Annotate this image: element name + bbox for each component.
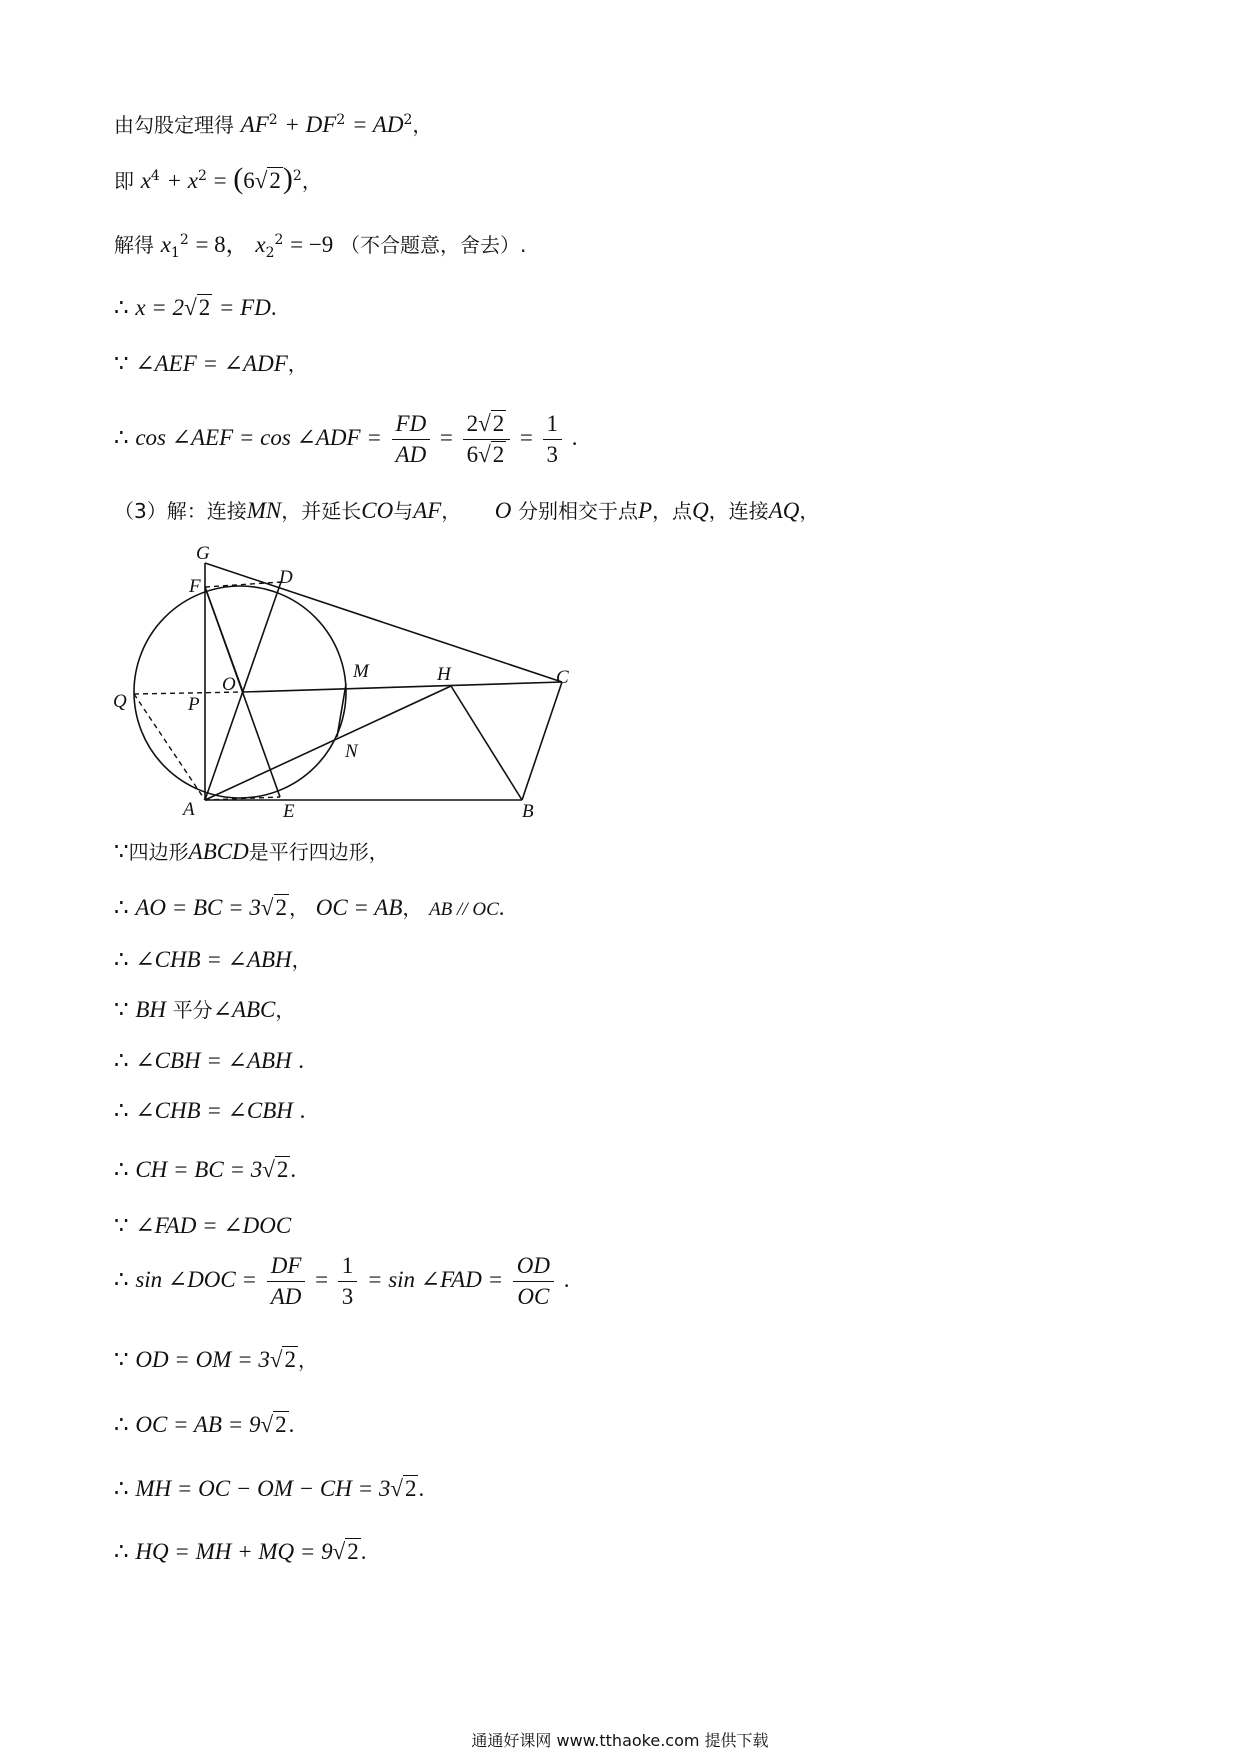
math: ∠CBH = ∠ABH [135, 1048, 292, 1073]
punct: . [288, 1412, 295, 1437]
denominator: AD [267, 1281, 306, 1312]
line-chb-abh [114, 946, 312, 974]
punct: . [360, 1539, 367, 1564]
line-od-om [114, 1346, 318, 1374]
math: 6 [243, 168, 255, 193]
punct: ， [289, 896, 310, 920]
denominator: 3 [338, 1281, 358, 1312]
line-cbh-abh [114, 1047, 304, 1075]
math: AQ [768, 498, 800, 523]
sup: 2 [403, 112, 413, 128]
text: 由勾股定理得 [114, 113, 234, 137]
math: = [315, 1267, 329, 1292]
punct: . [418, 1476, 425, 1501]
therefore-symbol: ∴ [114, 947, 129, 972]
math: ABCD [188, 839, 249, 864]
label-m: M [353, 661, 369, 682]
sqrt-sign: √ [254, 168, 268, 193]
denominator: OC [513, 1281, 554, 1312]
line-fad-doc [114, 1212, 291, 1240]
text: ， [799, 499, 820, 523]
math: + DF [284, 112, 337, 137]
punct: . [498, 895, 505, 920]
segment-gc [205, 563, 562, 682]
text: 解得 [114, 233, 154, 257]
radicand: 2 [198, 295, 211, 320]
line-parallelogram [114, 838, 389, 866]
math: = AD [351, 112, 404, 137]
math: sin ∠DOC = [135, 1267, 258, 1292]
line-equation [114, 162, 322, 195]
math: + x [166, 168, 198, 193]
numerator: 1 [546, 411, 559, 436]
label-o: O [222, 674, 236, 695]
because-symbol: ∵ [114, 1347, 129, 1372]
punct: ， [275, 998, 296, 1022]
text: 即 [114, 169, 134, 193]
sup: 2 [336, 112, 346, 128]
fraction [267, 1251, 306, 1312]
sub: 2 [265, 245, 275, 262]
radicand: 2 [492, 411, 505, 436]
math: CH = BC = 3 [135, 1157, 263, 1182]
line-sin [114, 1248, 569, 1312]
punct: . [270, 295, 277, 320]
numerator: 2√2 [466, 411, 505, 436]
numerator: 1 [341, 1253, 354, 1278]
math: x [160, 232, 171, 257]
punct: ， [297, 1348, 318, 1372]
therefore-symbol: ∴ [114, 1048, 129, 1073]
math: = −9 [290, 232, 334, 257]
punct: . [563, 1267, 570, 1292]
label-d: D [279, 567, 293, 588]
label-f: F [189, 576, 201, 597]
sqrt-sign: √ [262, 1157, 275, 1182]
text: ，点 [652, 499, 693, 523]
line-chb-cbh [114, 1097, 305, 1125]
punct: ， [412, 113, 433, 137]
therefore-symbol: ∴ [114, 1476, 129, 1501]
sqrt-sign: √ [390, 1476, 403, 1501]
line-bh-bisect [114, 996, 295, 1024]
fraction [513, 1251, 554, 1312]
den-coef: 6 [466, 442, 479, 467]
therefore-symbol: ∴ [114, 1412, 129, 1437]
math: x [140, 168, 151, 193]
therefore-symbol: ∴ [114, 1098, 129, 1123]
sqrt-sign: √ [332, 1539, 346, 1564]
num-coef: 2 [466, 411, 479, 436]
punct: ， [287, 352, 308, 376]
text: ， [441, 499, 462, 523]
math: ∠ABC [212, 997, 276, 1022]
because-symbol: ∵ [114, 1213, 129, 1238]
text: ，并延长 [281, 499, 362, 523]
math: = [439, 425, 453, 450]
therefore-symbol: ∴ [114, 1157, 129, 1182]
math: x = 2 [135, 295, 185, 320]
line-ao-bc [114, 894, 505, 924]
therefore-symbol: ∴ [114, 1539, 129, 1564]
sup: 2 [179, 232, 189, 248]
math: MN [246, 498, 282, 523]
math: = [213, 168, 227, 193]
math: = sin ∠FAD = [366, 1267, 504, 1292]
radicand: 2 [284, 1347, 296, 1372]
label-n: N [345, 741, 358, 762]
because-symbol: ∵ [114, 839, 129, 864]
sup: 2 [268, 112, 278, 128]
because-symbol: ∵ [114, 997, 129, 1022]
label-c: C [556, 667, 569, 688]
sqrt-sign: √ [260, 895, 274, 920]
text: （3）解：连接 [114, 499, 247, 523]
punct: ， [402, 896, 423, 920]
therefore-symbol: ∴ [114, 1267, 129, 1292]
math: ∠CHB = ∠ABH [135, 947, 292, 972]
text: 四边形 [128, 840, 189, 864]
line-ch-bc [114, 1156, 296, 1184]
fraction [392, 409, 431, 470]
numerator: DF [270, 1253, 302, 1278]
page-footer: 通通好课网 www.tthaoke.com 提供下载 [471, 1731, 769, 1750]
fraction [543, 409, 563, 470]
math: AB // OC [429, 899, 499, 920]
punct: . [298, 1048, 305, 1073]
line-pythagoras [114, 106, 432, 139]
math: MH = OC − OM − CH = 3 [135, 1476, 391, 1501]
line-hq [114, 1538, 367, 1566]
label-p: P [188, 694, 200, 715]
text: 平分 [172, 998, 213, 1022]
math: = [519, 425, 533, 450]
math: AF [413, 498, 442, 523]
paren: ( [233, 162, 244, 195]
segment-hb [451, 686, 522, 800]
sqrt-sign: √ [184, 295, 197, 320]
math: OC = AB [315, 895, 403, 920]
text: 与 [393, 499, 414, 523]
math: ∠AEF = ∠ADF [135, 351, 288, 376]
sub: 1 [170, 245, 180, 262]
math: = FD [218, 295, 271, 320]
fraction [338, 1251, 358, 1312]
line-oc-ab [114, 1411, 294, 1439]
radicand: 2 [275, 895, 288, 920]
label-b: B [522, 801, 534, 822]
math: cos ∠AEF = cos ∠ADF = [135, 425, 382, 450]
radicand: 2 [492, 442, 505, 467]
paren: ) [282, 162, 293, 195]
math: ∠CHB = ∠CBH [135, 1098, 293, 1123]
label-h: H [437, 664, 451, 685]
label-q: Q [113, 691, 127, 712]
math: AO = BC = 3 [135, 895, 261, 920]
label-a: A [183, 799, 195, 820]
line-part3-intro [114, 497, 819, 525]
sqrt-sign: √ [260, 1412, 274, 1437]
line-solve [114, 226, 526, 267]
math: CO [361, 498, 394, 523]
sqrt-sign: √ [269, 1347, 283, 1372]
line-mh [114, 1475, 424, 1503]
text: ，连接 [708, 499, 769, 523]
geometry-figure [110, 535, 590, 825]
text: （不合题意，舍去）. [340, 233, 527, 257]
math: O [494, 498, 512, 523]
text: 是平行四边形， [248, 840, 389, 864]
radicand: 2 [347, 1539, 359, 1564]
segment-ah [205, 686, 451, 800]
circle-o [134, 586, 346, 798]
denominator: 3 [543, 439, 563, 470]
line-x-value [114, 294, 277, 322]
denominator: AD [392, 439, 431, 470]
radicand: 2 [269, 168, 281, 193]
math: P [638, 498, 653, 523]
punct: . [299, 1098, 306, 1123]
segment-bc [522, 682, 562, 800]
punct: . [290, 1157, 297, 1182]
label-g: G [196, 543, 210, 564]
math: OD = OM = 3 [135, 1347, 270, 1372]
math: Q [692, 498, 709, 523]
numerator: OD [516, 1253, 551, 1278]
because-symbol: ∵ [114, 351, 129, 376]
math: OC = AB = 9 [135, 1412, 261, 1437]
sup: 4 [150, 168, 160, 184]
radicand: 2 [276, 1157, 289, 1182]
denominator: 6√2 [463, 439, 511, 470]
fraction [463, 409, 511, 470]
punct: . [571, 425, 578, 450]
math: ∠FAD = ∠DOC [135, 1213, 292, 1238]
line-cos [114, 406, 577, 470]
radicand: 2 [275, 1412, 287, 1437]
math: HQ = MH + MQ = 9 [135, 1539, 333, 1564]
math: = 8， [195, 232, 249, 257]
therefore-symbol: ∴ [114, 295, 129, 320]
segment-oc [243, 682, 562, 692]
sup: 2 [274, 232, 284, 248]
label-e: E [283, 801, 295, 822]
numerator: FD [395, 411, 427, 436]
math: BH [135, 997, 166, 1022]
line-angle-eq [114, 350, 308, 378]
radicand: 2 [404, 1476, 417, 1501]
therefore-symbol: ∴ [114, 425, 129, 450]
punct: ， [291, 948, 312, 972]
math: x [255, 232, 266, 257]
sup: 2 [292, 168, 302, 184]
text: 分别相交于点 [518, 499, 638, 523]
sup: 2 [198, 168, 207, 184]
therefore-symbol: ∴ [114, 895, 129, 920]
math: AF [240, 112, 269, 137]
punct: ， [301, 169, 322, 193]
